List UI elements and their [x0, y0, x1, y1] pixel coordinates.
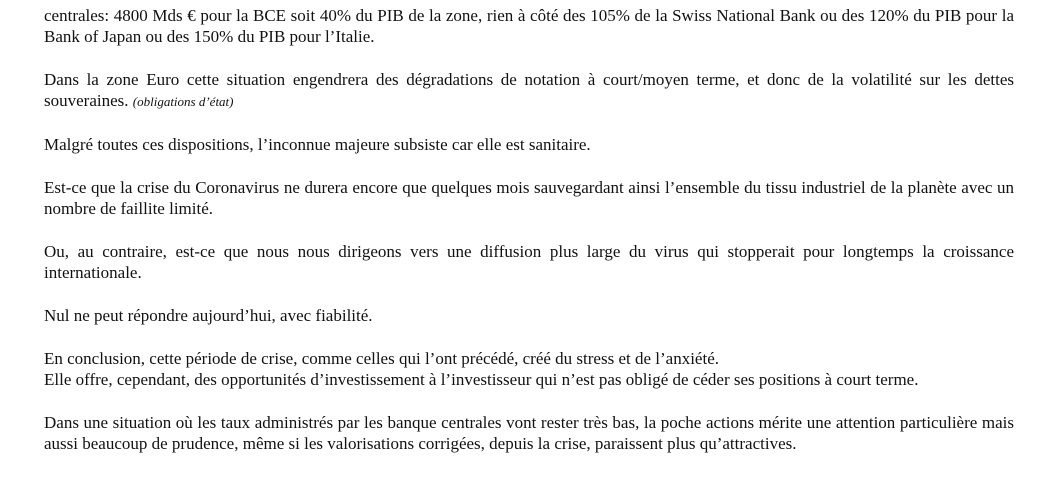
paragraph-aside-note: (obligations d’état) — [132, 94, 234, 109]
paragraph-text: centrales: 4800 Mds € pour la BCE soit 40% du PIB de la zone, rien à côté des 105% de la Swiss National Bank ou des 120% du PIB pour la Bank of Japan ou des 150% du PIB pour l’Italie. — [44, 6, 1014, 46]
paragraph-text: Nul ne peut répondre aujourd’hui, avec fiabilité. — [44, 306, 373, 325]
paragraph-central-banks — [44, 5, 1014, 47]
paragraph-unknown-factor — [44, 134, 1014, 155]
paragraph-text: Est-ce que la crise du Coronavirus ne durera encore que quelques mois sauvegardant ainsi l’ensemble du tissu industriel de la planète avec un nombre de faillite limité. — [44, 178, 1014, 218]
paragraph-no-answer — [44, 305, 1014, 326]
paragraph-text: Ou, au contraire, est-ce que nous nous dirigeons vers une diffusion plus large du virus qui stopperait pour longtemps la croissance internationale. — [44, 242, 1014, 282]
paragraph-text: Malgré toutes ces dispositions, l’inconnue majeure subsiste car elle est sanitaire. — [44, 135, 591, 154]
paragraph-euro-zone — [44, 69, 1014, 112]
paragraph-coronavirus-question — [44, 177, 1014, 219]
paragraph-text: Dans la zone Euro cette situation engendrera des dégradations de notation à court/moyen terme, et donc de la volatilité sur les dettes souveraines. — [44, 70, 1014, 110]
paragraph-text: Dans une situation où les taux administrés par les banque centrales vont rester très bas, la poche actions mérite une attention particulière mais aussi beaucoup de prudence, même si les valorisations corrigées, depuis la crise, paraissent plus qu’attractives. — [44, 413, 1014, 453]
paragraph-line: Elle offre, cependant, des opportunités d’investissement à l’investisseur qui n’est pas obligé de céder ses positions à court terme. — [44, 370, 919, 389]
paragraph-alternative-scenario — [44, 241, 1014, 283]
document-page — [44, 5, 1014, 476]
paragraph-equities-advice — [44, 412, 1014, 454]
paragraph-conclusion — [44, 348, 1014, 390]
paragraph-line: En conclusion, cette période de crise, comme celles qui l’ont précédé, créé du stress et de l’anxiété. — [44, 349, 719, 368]
